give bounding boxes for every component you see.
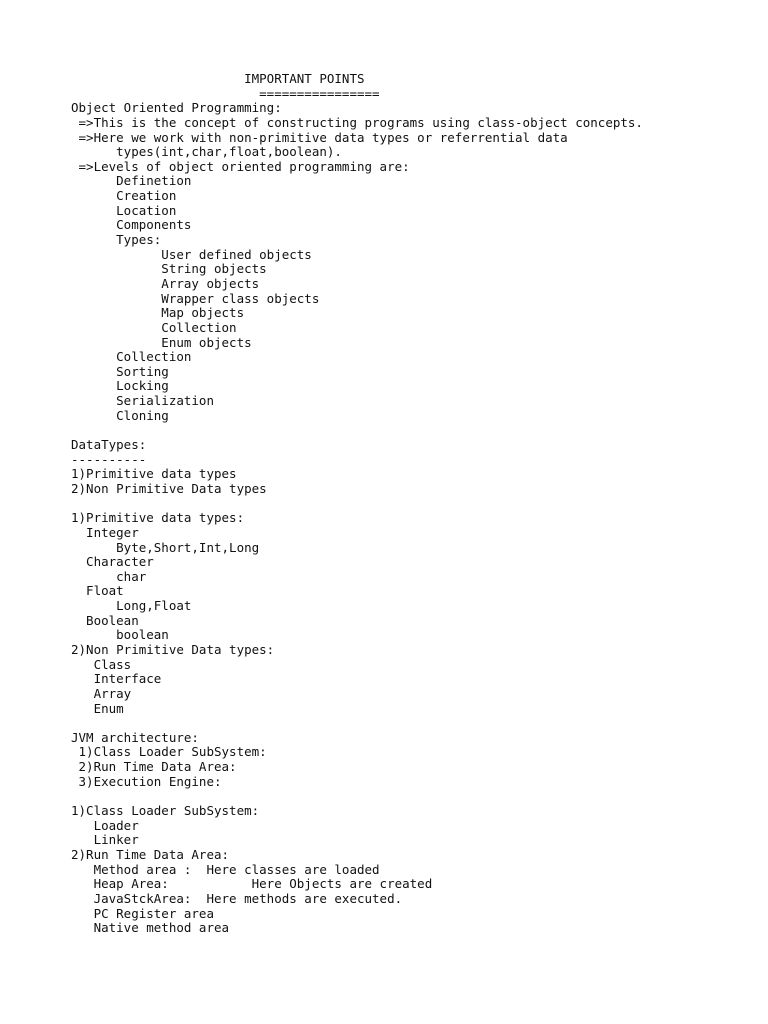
list-item: Native method area bbox=[71, 920, 230, 936]
sub-list-item: Enum objects bbox=[71, 334, 252, 350]
document-page bbox=[71, 72, 751, 936]
list-item: Loader bbox=[71, 817, 139, 833]
list-item: Collection bbox=[71, 349, 192, 365]
list-item: 2)Run Time Data Area: bbox=[71, 759, 237, 775]
list-item: Creation bbox=[71, 188, 177, 204]
subsection-heading: 2)Run Time Data Area: bbox=[71, 846, 230, 862]
list-item: JavaStckArea: Here methods are executed. bbox=[71, 890, 403, 906]
sub-list-item: Wrapper class objects bbox=[71, 290, 320, 306]
blank-line bbox=[71, 789, 751, 804]
section-heading-jvm: JVM architecture: bbox=[71, 729, 199, 745]
list-item: Interface bbox=[71, 671, 162, 687]
sub-list-item: Map objects bbox=[71, 305, 245, 321]
subsection-heading: 1)Primitive data types: bbox=[71, 510, 245, 526]
list-item: Components bbox=[71, 217, 192, 233]
sub-list-item: Array objects bbox=[71, 275, 260, 291]
section-heading-oop: Object Oriented Programming: bbox=[71, 100, 282, 116]
text-line: types(int,char,float,boolean). bbox=[71, 144, 342, 160]
list-item: 3)Execution Engine: bbox=[71, 773, 222, 789]
list-item: PC Register area bbox=[71, 905, 214, 921]
list-item: 1)Class Loader SubSystem: bbox=[71, 744, 267, 760]
sub-list-item: User defined objects bbox=[71, 246, 312, 262]
list-item: Heap Area: Here Objects are created bbox=[71, 876, 433, 892]
list-item: Types: bbox=[71, 232, 162, 248]
list-item: Cloning bbox=[71, 407, 169, 423]
blank-line bbox=[71, 716, 751, 731]
title-underline: ================ bbox=[71, 85, 380, 101]
sub-list-item: Byte,Short,Int,Long bbox=[71, 539, 260, 555]
text-line: 1)Primitive data types bbox=[71, 466, 237, 482]
list-item: Definetion bbox=[71, 173, 192, 189]
text-line: 2)Non Primitive Data types bbox=[71, 480, 267, 496]
text-line: =>This is the concept of constructing programs using class-object concepts. bbox=[71, 114, 643, 130]
list-item: Float bbox=[71, 583, 124, 599]
text-line: =>Here we work with non-primitive data types or referrential data bbox=[71, 129, 568, 145]
list-item: Location bbox=[71, 202, 177, 218]
sub-list-item: Collection bbox=[71, 319, 237, 335]
list-item: Class bbox=[71, 656, 132, 672]
list-item: Enum bbox=[71, 700, 124, 716]
section-heading-datatypes: DataTypes: bbox=[71, 437, 147, 453]
subsection-heading: 1)Class Loader SubSystem: bbox=[71, 803, 260, 819]
list-item: Serialization bbox=[71, 393, 214, 409]
text-line: =>Levels of object oriented programming are: bbox=[71, 158, 410, 174]
list-item: Linker bbox=[71, 832, 139, 848]
list-item: Boolean bbox=[71, 612, 139, 628]
sub-list-item: Long,Float bbox=[71, 598, 192, 614]
blank-line bbox=[71, 423, 751, 438]
list-item: Locking bbox=[71, 378, 169, 394]
sub-list-item: String objects bbox=[71, 261, 267, 277]
sub-list-item: boolean bbox=[71, 627, 169, 643]
subsection-heading: 2)Non Primitive Data types: bbox=[71, 641, 275, 657]
list-item: Sorting bbox=[71, 363, 169, 379]
list-item: Array bbox=[71, 685, 132, 701]
sub-list-item: char bbox=[71, 568, 147, 584]
doc-title: IMPORTANT POINTS bbox=[71, 71, 365, 86]
list-item: Character bbox=[71, 554, 154, 570]
blank-line bbox=[71, 497, 751, 512]
list-item: Method area : Here classes are loaded bbox=[71, 861, 380, 877]
list-item: Integer bbox=[71, 524, 139, 540]
heading-underline: ---------- bbox=[71, 451, 147, 467]
